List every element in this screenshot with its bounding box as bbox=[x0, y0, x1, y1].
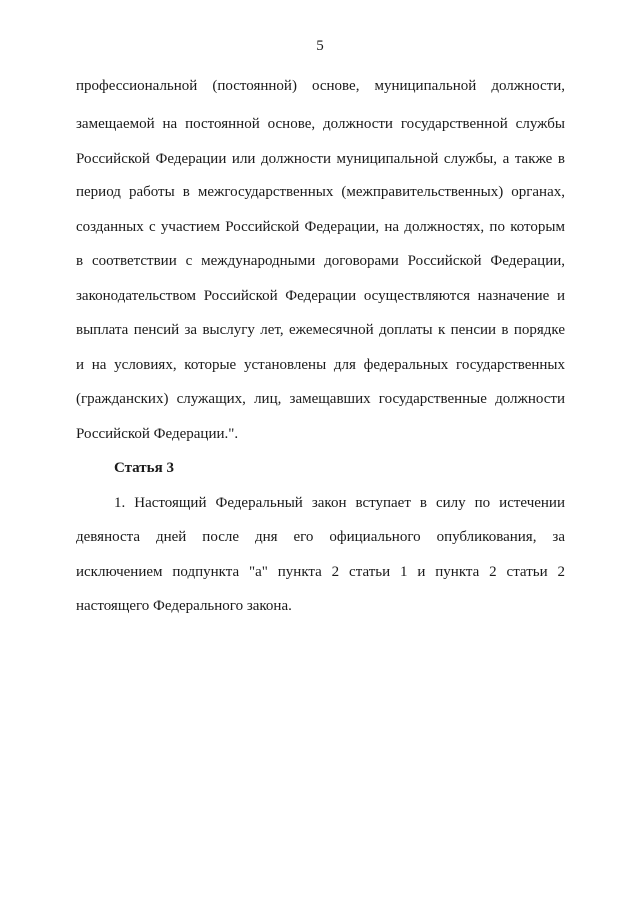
text-line: законодательством Российской Федерации осуществляются назначение и bbox=[76, 288, 565, 304]
text-line: настоящего Федерального закона. bbox=[76, 598, 292, 614]
text-line: Российской Федерации или должности муниципальной службы, а также в bbox=[76, 151, 565, 167]
text-line: выплата пенсий за выслугу лет, ежемесячной доплаты к пенсии в порядке bbox=[76, 322, 565, 338]
text-line: и на условиях, которые установлены для федеральных государственных bbox=[76, 357, 565, 373]
text-line: девяноста дней после дня его официального опубликования, за bbox=[76, 529, 565, 545]
text-line: период работы в межгосударственных (межправительственных) органах, bbox=[76, 184, 565, 200]
text-line: созданных с участием Российской Федерации, на должностях, по которым bbox=[76, 219, 565, 235]
text-line: в соответствии с международными договорами Российской Федерации, bbox=[76, 253, 565, 269]
text-line: Российской Федерации.". bbox=[76, 426, 239, 442]
text-line: 1. Настоящий Федеральный закон вступает в силу по истечении bbox=[114, 495, 565, 511]
article-heading: Статья 3 bbox=[114, 460, 174, 476]
page-number: 5 bbox=[316, 38, 324, 54]
text-line: замещаемой на постоянной основе, должности государственной службы bbox=[76, 116, 565, 132]
text-line: профессиональной (постоянной) основе, муниципальной должности, bbox=[76, 78, 565, 94]
text-line: (гражданских) служащих, лиц, замещавших государственные должности bbox=[76, 391, 565, 407]
text-line: исключением подпункта "а" пункта 2 статьи 1 и пункта 2 статьи 2 bbox=[76, 564, 565, 580]
